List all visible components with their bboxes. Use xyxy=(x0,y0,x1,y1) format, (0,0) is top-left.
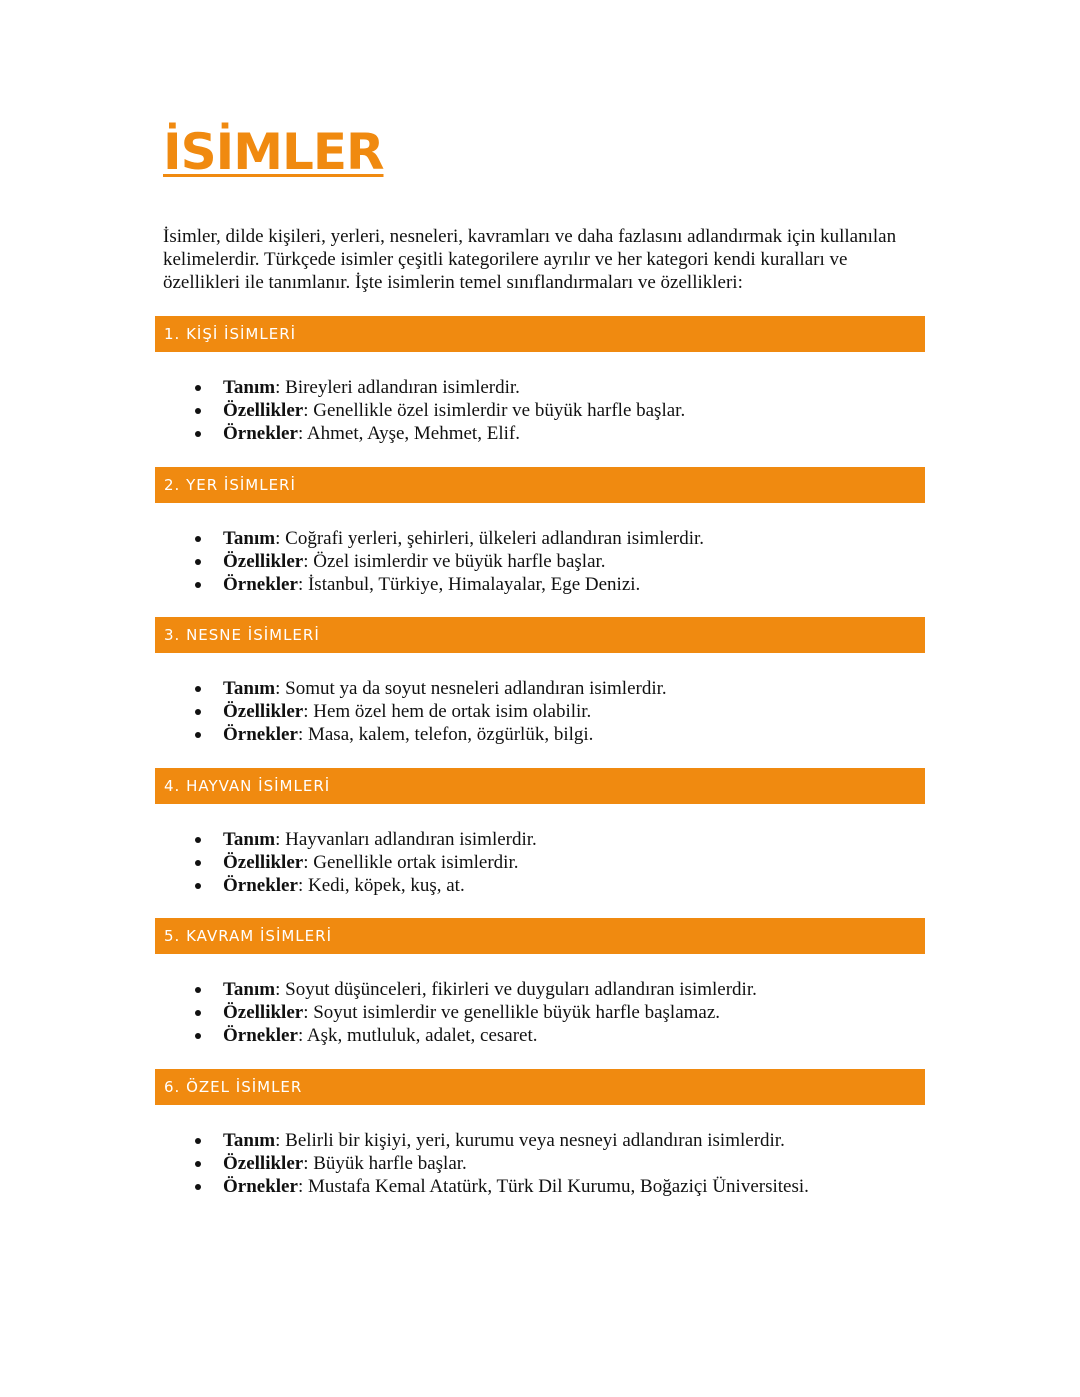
item-text: Kedi, köpek, kuş, at. xyxy=(307,875,465,896)
list-item xyxy=(155,828,925,851)
list-item xyxy=(155,1129,925,1152)
list-item xyxy=(155,677,925,700)
bullet-icon xyxy=(195,732,201,738)
item-text: Soyut düşünceleri, fikirleri ve duyguları adlandıran isimlerdir. xyxy=(285,979,757,1000)
intro-paragraph: İsimler, dilde kişileri, yerleri, nesneleri, kavramları ve daha fazlasını adlandırmak için kullanılan kelimelerdir. Türkçede isimler çeşitli kategorilere ayrılır ve her kategori kendi kuralları ve özellikleri ile tanımlanır. İşte isimlerin temel sınıflandırmaları ve özellikleri: xyxy=(163,226,897,293)
item-separator: : xyxy=(275,528,286,549)
item-label: Örnekler xyxy=(223,423,298,444)
item-separator: : xyxy=(303,852,314,873)
bullet-icon xyxy=(195,582,201,588)
section-4 xyxy=(155,768,925,897)
item-separator: : xyxy=(297,423,307,444)
item-label: Tanım xyxy=(223,678,276,699)
bullet-icon xyxy=(195,860,201,866)
item-label: Tanım xyxy=(223,528,276,549)
item-separator: : xyxy=(303,551,314,572)
item-text: Masa, kalem, telefon, özgürlük, bilgi. xyxy=(307,724,594,745)
section-heading: 1. KİŞİ İSİMLERİ xyxy=(155,316,925,352)
item-label: Özellikler xyxy=(223,551,304,572)
item-label: Örnekler xyxy=(223,1025,298,1046)
item-separator: : xyxy=(297,574,308,595)
bullet-list xyxy=(155,677,925,746)
bullet-icon xyxy=(195,883,201,889)
bullet-icon xyxy=(195,987,201,993)
section-2 xyxy=(155,467,925,596)
list-item xyxy=(155,399,925,422)
bullet-icon xyxy=(195,1184,201,1190)
item-text: Hem özel hem de ortak isim olabilir. xyxy=(313,701,592,722)
item-text: Genellikle özel isimlerdir ve büyük harfle başlar. xyxy=(313,400,686,421)
item-text: Mustafa Kemal Atatürk, Türk Dil Kurumu, Boğaziçi Üniversitesi. xyxy=(307,1176,809,1197)
item-separator: : xyxy=(297,724,308,745)
bullet-icon xyxy=(195,1138,201,1144)
item-text: Soyut isimlerdir ve genellikle büyük harfle başlamaz. xyxy=(313,1002,721,1023)
bullet-icon xyxy=(195,709,201,715)
bullet-icon xyxy=(195,408,201,414)
bullet-icon xyxy=(195,1010,201,1016)
list-item xyxy=(155,422,925,445)
item-label: Tanım xyxy=(223,1130,276,1151)
bullet-list xyxy=(155,828,925,897)
item-separator: : xyxy=(303,400,314,421)
list-item xyxy=(155,550,925,573)
item-text: İstanbul, Türkiye, Himalayalar, Ege Denizi. xyxy=(307,574,641,595)
item-label: Özellikler xyxy=(223,400,304,421)
item-separator: : xyxy=(297,875,308,896)
item-label: Özellikler xyxy=(223,701,304,722)
item-text: Bireyleri adlandıran isimlerdir. xyxy=(285,377,520,398)
item-separator: : xyxy=(275,829,286,850)
section-heading: 3. NESNE İSİMLERİ xyxy=(155,617,925,653)
item-text: Aşk, mutluluk, adalet, cesaret. xyxy=(306,1025,538,1046)
bullet-icon xyxy=(195,385,201,391)
item-label: Örnekler xyxy=(223,1176,298,1197)
item-label: Tanım xyxy=(223,979,276,1000)
list-item xyxy=(155,573,925,596)
item-separator: : xyxy=(275,678,286,699)
section-3 xyxy=(155,617,925,746)
section-5 xyxy=(155,918,925,1047)
item-label: Tanım xyxy=(223,377,276,398)
list-item xyxy=(155,723,925,746)
section-heading: 6. ÖZEL İSİMLER xyxy=(155,1069,925,1105)
item-text: Ahmet, Ayşe, Mehmet, Elif. xyxy=(306,423,520,444)
bullet-icon xyxy=(195,1033,201,1039)
bullet-list xyxy=(155,1129,925,1198)
bullet-icon xyxy=(195,686,201,692)
item-label: Özellikler xyxy=(223,1153,304,1174)
item-separator: : xyxy=(297,1025,307,1046)
bullet-list xyxy=(155,978,925,1047)
list-item xyxy=(155,874,925,897)
bullet-icon xyxy=(195,559,201,565)
section-heading: 2. YER İSİMLERİ xyxy=(155,467,925,503)
bullet-list xyxy=(155,527,925,596)
item-separator: : xyxy=(275,979,286,1000)
item-separator: : xyxy=(303,1002,314,1023)
item-separator: : xyxy=(275,377,286,398)
list-item xyxy=(155,1175,925,1198)
item-label: Özellikler xyxy=(223,1002,304,1023)
bullet-list xyxy=(155,376,925,445)
page-title: İSİMLER xyxy=(163,123,384,181)
section-1 xyxy=(155,316,925,445)
bullet-icon xyxy=(195,431,201,437)
item-text: Genellikle ortak isimlerdir. xyxy=(313,852,519,873)
item-label: Örnekler xyxy=(223,724,298,745)
item-text: Belirli bir kişiyi, yeri, kurumu veya nesneyi adlandıran isimlerdir. xyxy=(285,1130,785,1151)
list-item xyxy=(155,376,925,399)
item-label: Tanım xyxy=(223,829,276,850)
bullet-icon xyxy=(195,837,201,843)
item-separator: : xyxy=(275,1130,286,1151)
bullet-icon xyxy=(195,536,201,542)
item-label: Örnekler xyxy=(223,574,298,595)
item-separator: : xyxy=(303,1153,314,1174)
list-item xyxy=(155,1024,925,1047)
list-item xyxy=(155,978,925,1001)
item-text: Büyük harfle başlar. xyxy=(313,1153,467,1174)
list-item xyxy=(155,851,925,874)
list-item xyxy=(155,527,925,550)
item-text: Somut ya da soyut nesneleri adlandıran isimlerdir. xyxy=(285,678,667,699)
item-label: Örnekler xyxy=(223,875,298,896)
section-6 xyxy=(155,1069,925,1198)
section-heading: 5. KAVRAM İSİMLERİ xyxy=(155,918,925,954)
item-separator: : xyxy=(303,701,314,722)
item-text: Coğrafi yerleri, şehirleri, ülkeleri adlandıran isimlerdir. xyxy=(285,528,705,549)
bullet-icon xyxy=(195,1161,201,1167)
list-item xyxy=(155,700,925,723)
section-heading: 4. HAYVAN İSİMLERİ xyxy=(155,768,925,804)
item-label: Özellikler xyxy=(223,852,304,873)
item-text: Hayvanları adlandıran isimlerdir. xyxy=(285,829,537,850)
list-item xyxy=(155,1152,925,1175)
item-text: Özel isimlerdir ve büyük harfle başlar. xyxy=(313,551,606,572)
item-separator: : xyxy=(297,1176,308,1197)
list-item xyxy=(155,1001,925,1024)
